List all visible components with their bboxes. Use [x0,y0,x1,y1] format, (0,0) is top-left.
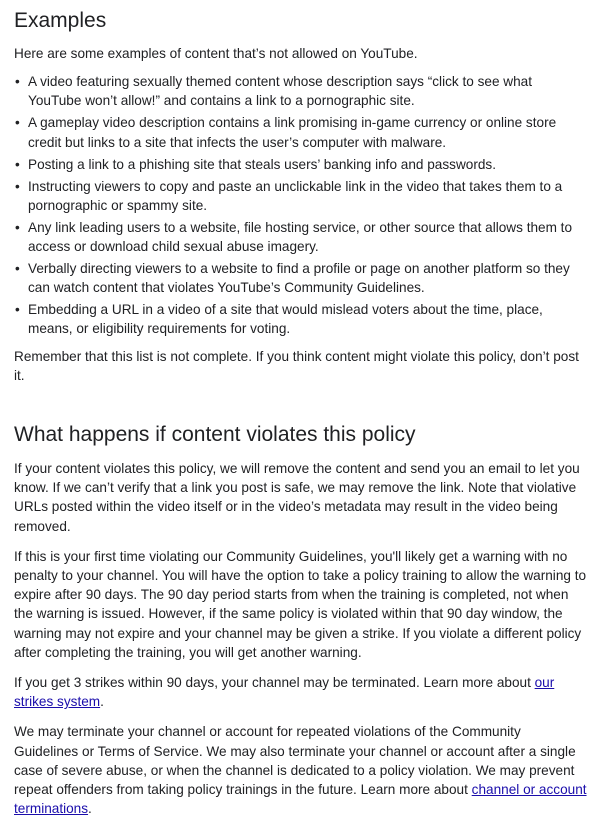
terminations-text-end: . [88,801,92,817]
examples-list [14,72,588,338]
bullet-icon: • [15,74,20,90]
terminations-link[interactable]: channel or account terminations [14,782,587,817]
violations-paragraph-1: If your content violates this policy, we will remove the content and send you an email to let you know. If we can’t verify that a link you post is safe, we may remove the link. Note that violative URLs posted within the video itself or in the video’s metadata may result in the video being removed. [14,461,580,534]
strikes-text-end: . [100,694,104,710]
strikes-text: If you get 3 strikes within 90 days, your channel may be terminated. Learn more about [14,675,535,691]
list-item-text: A gameplay video description contains a link promising in-game currency or online store credit but links to a site that infects the user’s computer with malware. [28,115,557,150]
examples-note: Remember that this list is not complete. If you think content might violate this policy, don’t post it. [14,348,579,383]
list-item [14,155,588,174]
list-item [14,177,588,215]
list-item-text: Instructing viewers to copy and paste an unclickable link in the video that takes them to a pornographic or spammy site. [28,178,563,213]
strikes-system-link[interactable]: our strikes system [14,675,555,710]
violations-paragraph-3 [14,673,588,711]
list-item-text: Verbally directing viewers to a website to find a profile or page on another platform so they can watch content that violates YouTube’s Community Guidelines. [28,261,570,296]
list-item [14,72,588,110]
list-item-text: Any link leading users to a website, file hosting service, or other source that allows them to access or download child sexual abuse imagery. [28,219,573,255]
terminations-text: We may terminate your channel or account for repeated violations of the Community Guidelines or Terms of Service. We may also terminate your channel or account after a single case of severe abuse, or when the channel is dedicated to a policy violation. We may prevent repeat offenders from taking policy trainings in the future. Learn more about [14,724,576,798]
list-item [14,218,588,256]
examples-heading: Examples [14,9,107,32]
list-item [14,113,588,151]
bullet-icon: • [15,219,20,235]
examples-intro: Here are some examples of content that’s not allowed on YouTube. [14,46,418,61]
bullet-icon: • [15,261,20,277]
bullet-icon: • [15,115,20,131]
violations-paragraph-2: If this is your first time violating our Community Guidelines, you'll likely get a warning with no penalty to your channel. You will have the option to take a policy training to allow the warning to expire after 90 days. The 90 day period starts from when the training is completed, not when the warning is issued. However, if the same policy is violated within that 90 day window, the warning may not expire and your channel may be given a strike. If you violate a different policy after completing the training, you will get another warning. [14,548,587,660]
bullet-icon: • [15,156,20,172]
list-item [14,300,588,338]
list-item-text: A video featuring sexually themed content whose description says “click to see what YouTube won’t allow!” and contains a link to a pornographic site. [28,74,532,109]
bullet-icon: • [15,302,20,318]
list-item-text: Posting a link to a phishing site that steals users’ banking info and passwords. [28,156,496,172]
list-item-text: Embedding a URL in a video of a site that would mislead voters about the time, place, means, or eligibility requirements for voting. [28,302,543,337]
violations-paragraph-4 [14,722,588,818]
violations-heading: What happens if content violates this policy [14,423,416,447]
list-item [14,259,588,297]
bullet-icon: • [15,178,20,194]
